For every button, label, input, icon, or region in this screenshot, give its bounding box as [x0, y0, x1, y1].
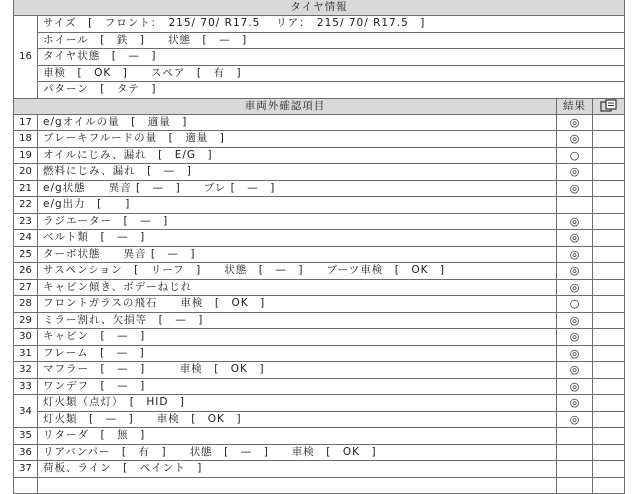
- tire-row: [14, 16, 625, 33]
- row-number: 17: [14, 114, 38, 131]
- result-mark: [557, 428, 593, 445]
- check-row: [14, 312, 625, 329]
- note-cell: [593, 395, 625, 412]
- note-cell: [593, 444, 625, 461]
- clipboard-button[interactable]: [593, 98, 625, 114]
- check-row: [14, 180, 625, 197]
- note-cell: [593, 329, 625, 346]
- inspection-table: [13, 0, 625, 494]
- check-item-text: ターボ状態 異音 [ — ]: [38, 246, 557, 263]
- check-item-text: 灯火類 [ — ] 車検 [ OK ]: [38, 411, 557, 428]
- check-row: [14, 395, 625, 412]
- note-cell: [593, 477, 625, 494]
- note-cell: [593, 411, 625, 428]
- row-number: 33: [14, 378, 38, 395]
- note-cell: [593, 147, 625, 164]
- tire-wheel: ホイール [ 鉄 ] 状態 [ — ]: [38, 32, 625, 49]
- result-mark: ◎: [557, 230, 593, 247]
- check-item-text: ベルト類 [ — ]: [38, 230, 557, 247]
- row-number: 35: [14, 428, 38, 445]
- check-item-text: ブレーキフルードの量 [ 適量 ]: [38, 131, 557, 148]
- check-item-text: マフラー [ — ] 車検 [ OK ]: [38, 362, 557, 379]
- result-header: 結果: [557, 98, 593, 114]
- result-mark: ◎: [557, 131, 593, 148]
- check-row: [14, 428, 625, 445]
- check-item-text: 荷板、ライン [ ペイント ]: [38, 461, 557, 478]
- check-item-text: 灯火類（点灯） [ HID ]: [38, 395, 557, 412]
- check-item-text: リアバンパー [ 有 ] 状態 [ — ] 車検 [ OK ]: [38, 444, 557, 461]
- row-number: 19: [14, 147, 38, 164]
- check-item-text: キャビン [ — ]: [38, 329, 557, 346]
- result-mark: ◎: [557, 329, 593, 346]
- note-cell: [593, 428, 625, 445]
- row-number: 20: [14, 164, 38, 181]
- tire-row: [14, 82, 625, 99]
- result-mark: [557, 477, 593, 494]
- row-number: 28: [14, 296, 38, 313]
- note-cell: [593, 230, 625, 247]
- check-item-text: e/g状態 異音 [ — ] ブレ [ — ]: [38, 180, 557, 197]
- check-item-text: リターダ [ 無 ]: [38, 428, 557, 445]
- result-mark: [557, 444, 593, 461]
- check-row: [14, 147, 625, 164]
- note-cell: [593, 246, 625, 263]
- check-item-text: 燃料にじみ、漏れ [ — ]: [38, 164, 557, 181]
- note-cell: [593, 114, 625, 131]
- row-number: 25: [14, 246, 38, 263]
- tire-info-header-row: [14, 0, 625, 16]
- row-number: 21: [14, 180, 38, 197]
- clipboard-icon: [599, 99, 619, 112]
- check-item-text: フロントガラスの飛石 車検 [ OK ]: [38, 296, 557, 313]
- check-item-text: ラジエーター [ — ]: [38, 213, 557, 230]
- row-number: 30: [14, 329, 38, 346]
- result-mark: ◎: [557, 180, 593, 197]
- check-row: [14, 444, 625, 461]
- check-row: [14, 296, 625, 313]
- note-cell: [593, 164, 625, 181]
- result-mark: ○: [557, 296, 593, 313]
- tire-row: [14, 32, 625, 49]
- row-number: 36: [14, 444, 38, 461]
- check-row: [14, 362, 625, 379]
- note-cell: [593, 279, 625, 296]
- check-row: [14, 197, 625, 214]
- note-cell: [593, 345, 625, 362]
- result-mark: ○: [557, 147, 593, 164]
- result-mark: ◎: [557, 411, 593, 428]
- result-mark: ◎: [557, 263, 593, 280]
- tire-row: [14, 49, 625, 66]
- result-mark: ◎: [557, 378, 593, 395]
- check-row: [14, 246, 625, 263]
- note-cell: [593, 131, 625, 148]
- tire-info-header: タイヤ情報: [14, 0, 625, 16]
- note-cell: [593, 197, 625, 214]
- result-mark: [557, 461, 593, 478]
- tire-size: サイズ [ フロント： 215/ 70/ R17.5 リア： 215/ 70/ R17.5 ]: [38, 16, 625, 33]
- note-cell: [593, 312, 625, 329]
- row-number: 34: [14, 395, 38, 428]
- result-mark: ◎: [557, 279, 593, 296]
- tire-row: [14, 65, 625, 82]
- check-item-text: e/gオイルの量 [ 適量 ]: [38, 114, 557, 131]
- row-number: 31: [14, 345, 38, 362]
- check-row: [14, 213, 625, 230]
- row-number: 22: [14, 197, 38, 214]
- note-cell: [593, 461, 625, 478]
- result-mark: ◎: [557, 312, 593, 329]
- exterior-check-header: 車両外確認項目: [14, 98, 557, 114]
- row-number: 23: [14, 213, 38, 230]
- check-row-partial: [14, 477, 625, 494]
- row-number: 24: [14, 230, 38, 247]
- result-mark: ◎: [557, 395, 593, 412]
- row-number: 27: [14, 279, 38, 296]
- row-number: [14, 477, 38, 494]
- check-row: [14, 411, 625, 428]
- check-row: [14, 114, 625, 131]
- check-item-text: キャビン傾き、ボデーねじれ: [38, 279, 557, 296]
- check-item-text: フレーム [ — ]: [38, 345, 557, 362]
- tire-pattern: パターン [ タテ ]: [38, 82, 625, 99]
- check-item-text: サスペンション [ リーフ ] 状態 [ — ] ブーツ車検 [ OK ]: [38, 263, 557, 280]
- check-item-text: e/g出力 [ ]: [38, 197, 557, 214]
- note-cell: [593, 296, 625, 313]
- result-mark: ◎: [557, 362, 593, 379]
- result-mark: ◎: [557, 114, 593, 131]
- tire-inspection: 車検 [ OK ] スペア [ 有 ]: [38, 65, 625, 82]
- note-cell: [593, 263, 625, 280]
- check-item-text: ミラー割れ、欠損等 [ — ]: [38, 312, 557, 329]
- result-mark: ◎: [557, 345, 593, 362]
- row-number: 37: [14, 461, 38, 478]
- result-mark: ◎: [557, 246, 593, 263]
- check-row: [14, 131, 625, 148]
- exterior-header-row: [14, 98, 625, 114]
- row-number: 29: [14, 312, 38, 329]
- note-cell: [593, 180, 625, 197]
- check-row: [14, 279, 625, 296]
- check-row: [14, 164, 625, 181]
- check-item-text: オイルにじみ、漏れ [ E/G ]: [38, 147, 557, 164]
- check-row: [14, 329, 625, 346]
- row-number: 26: [14, 263, 38, 280]
- result-mark: [557, 197, 593, 214]
- check-row: [14, 263, 625, 280]
- note-cell: [593, 362, 625, 379]
- inspection-sheet: [13, 0, 624, 480]
- result-mark: ◎: [557, 164, 593, 181]
- check-row: [14, 230, 625, 247]
- row-number: 18: [14, 131, 38, 148]
- row-number: 32: [14, 362, 38, 379]
- tire-condition: タイヤ状態 [ — ]: [38, 49, 625, 66]
- check-item-text: [38, 477, 557, 494]
- check-row: [14, 461, 625, 478]
- check-row: [14, 378, 625, 395]
- row-number: 16: [14, 16, 38, 99]
- note-cell: [593, 378, 625, 395]
- check-item-text: ワンデフ [ — ]: [38, 378, 557, 395]
- check-row: [14, 345, 625, 362]
- result-mark: ◎: [557, 213, 593, 230]
- note-cell: [593, 213, 625, 230]
